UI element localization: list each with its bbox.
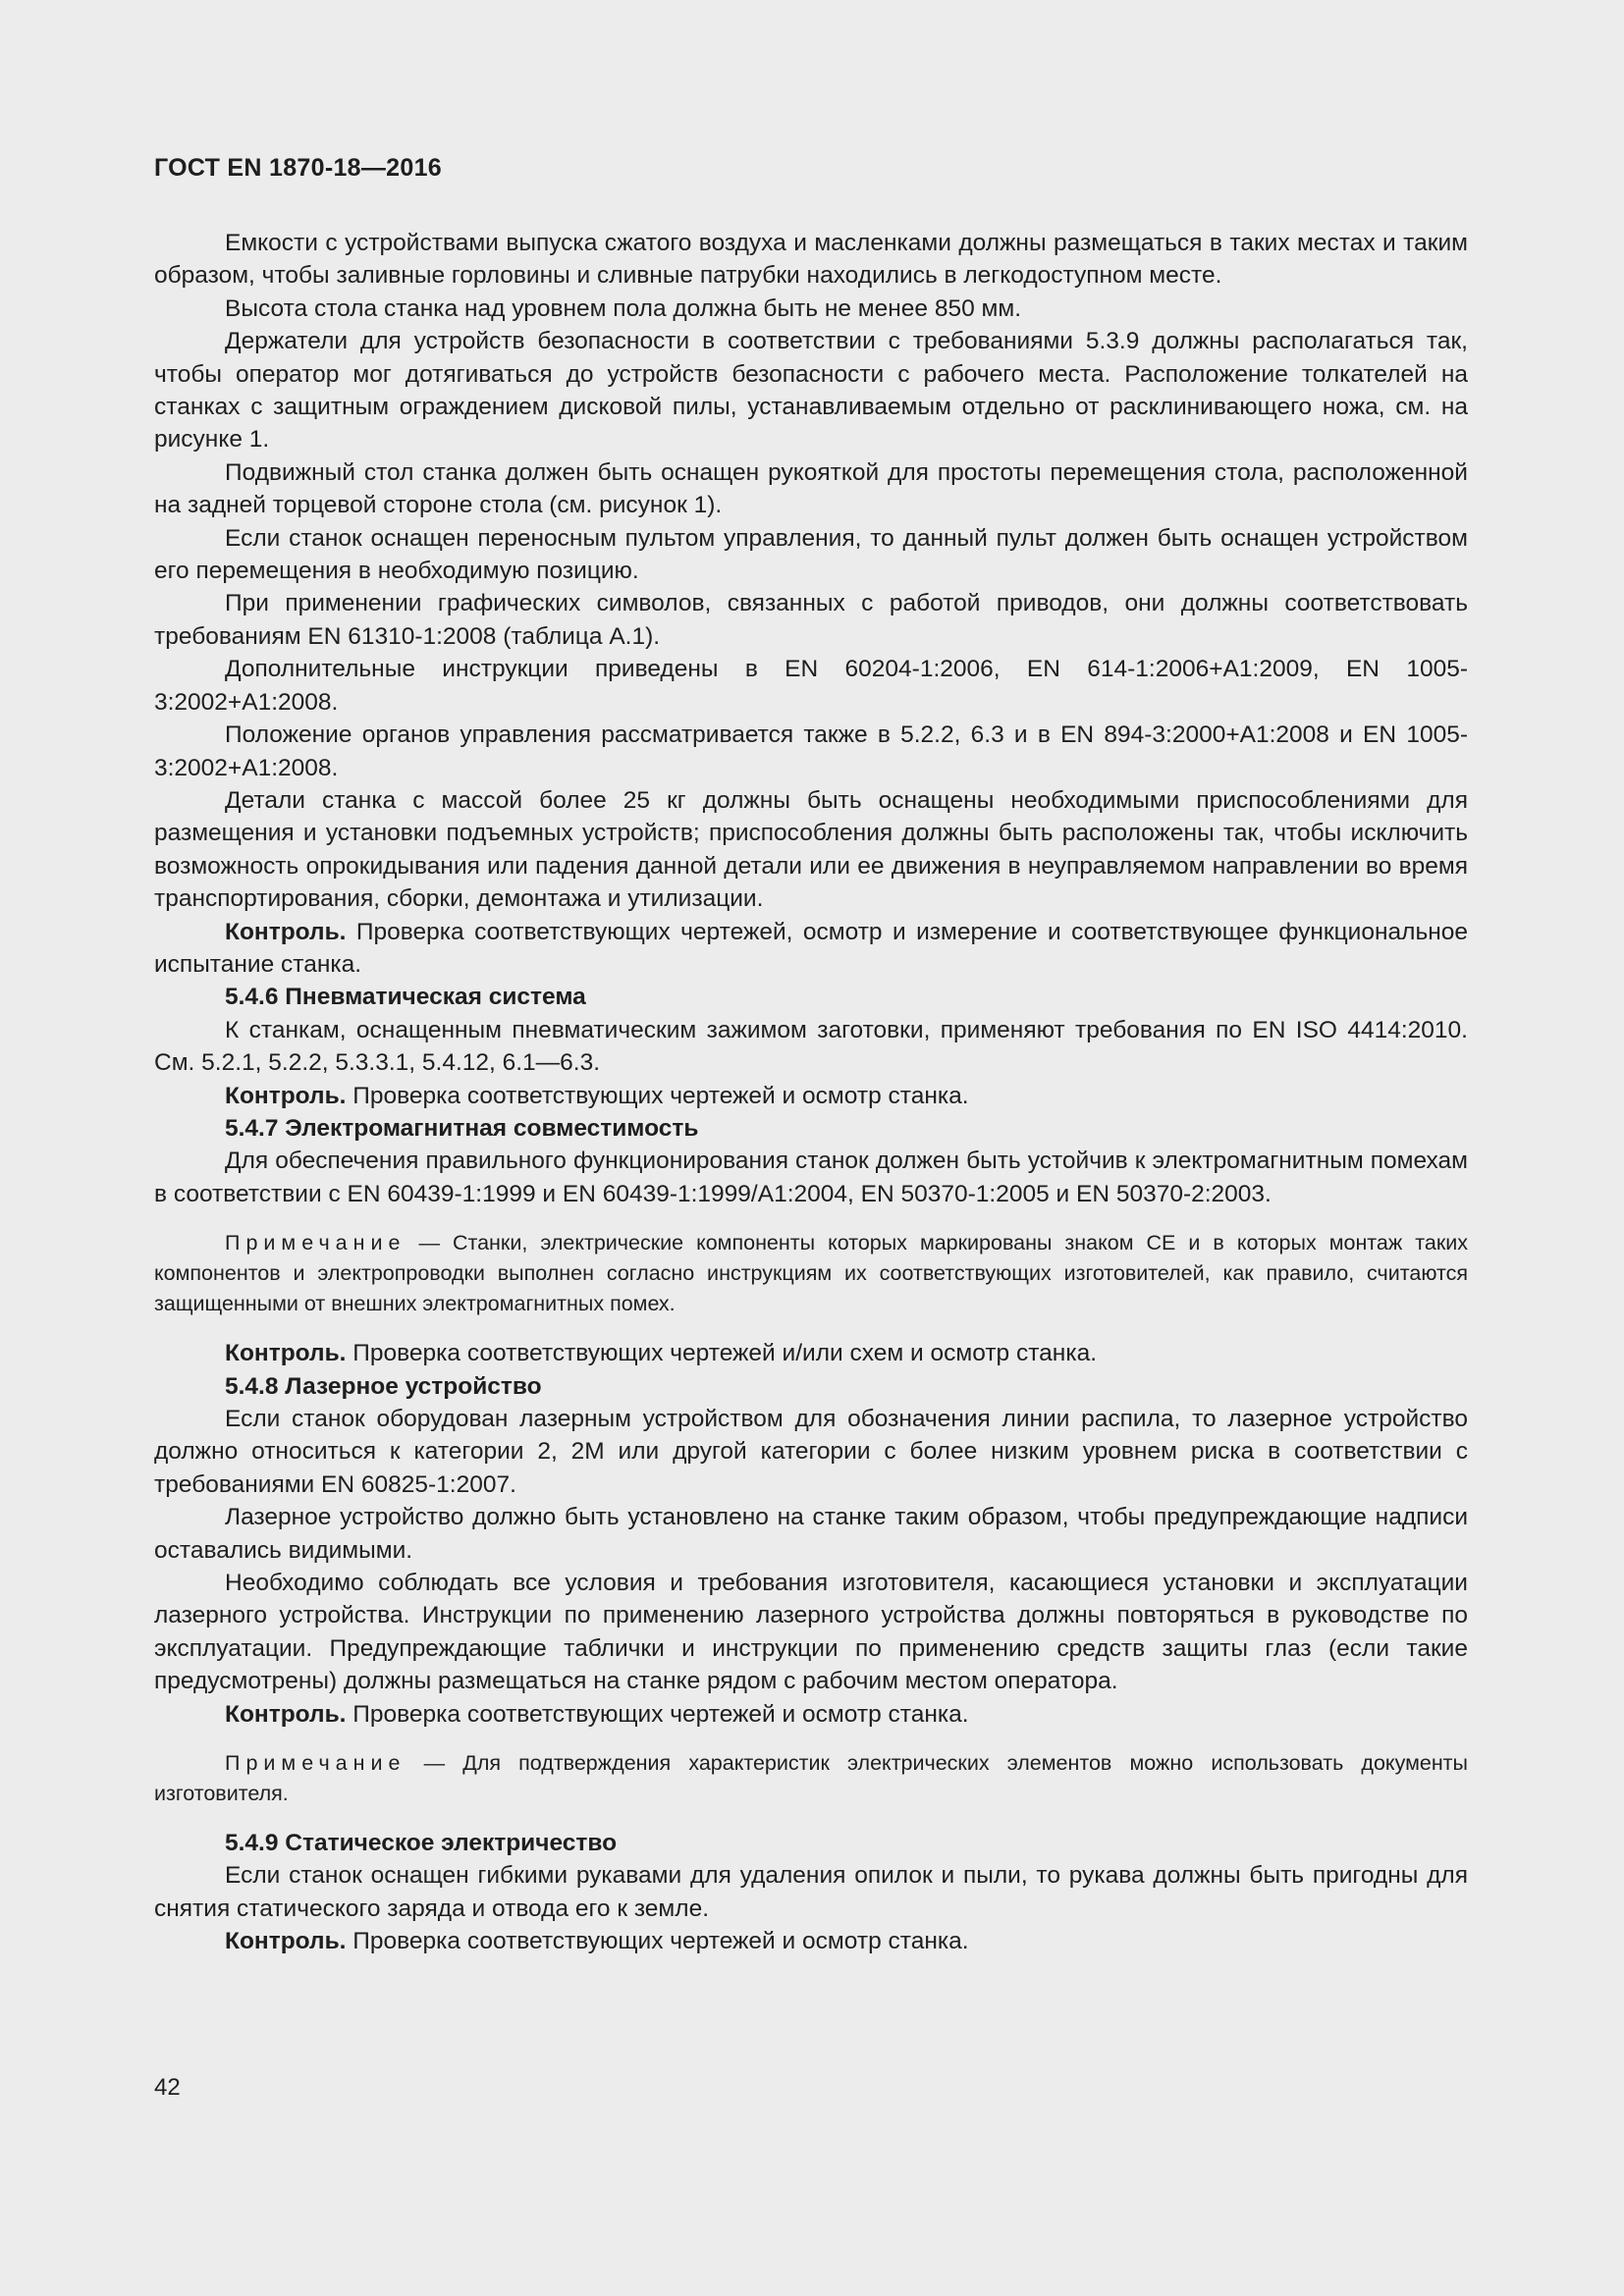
control-label: Контроль.: [225, 1340, 347, 1367]
paragraph-heavy-parts: Детали станка с массой более 25 кг должны быть оснащены необходимыми приспособлениями для размещения и установки подъемных устройств; приспособления должны быть расположены так, чтобы исключить возможность опрокидывания или падения данной детали или ее движения в неуправляемом направлении во время транспортирования, сборки, демонтажа и утилизации.: [154, 786, 1468, 913]
page-number: 42: [154, 2074, 181, 2101]
section-heading-5-4-9: 5.4.9 Статическое электричество: [225, 1830, 618, 1857]
control-text: Проверка соответствующих чертежей и осмотр станка.: [346, 1700, 969, 1728]
paragraph-table-height: Высота стола станка над уровнем пола должна быть не менее 850 мм.: [225, 294, 1022, 322]
section-heading-5-4-8: 5.4.8 Лазерное устройство: [225, 1372, 542, 1400]
note-label: Примечание: [225, 1751, 406, 1776]
standard-designation: ГОСТ EN 1870-18—2016: [154, 154, 442, 182]
control-paragraph-3: [154, 1337, 1468, 1369]
control-text: Проверка соответствующих чертежей, осмотр и измерение и соответствующее функциональное испытание станка.: [154, 918, 1468, 978]
page-body: [154, 227, 1468, 1958]
control-label: Контроль.: [225, 1928, 347, 1955]
control-label: Контроль.: [225, 1700, 347, 1728]
control-paragraph-4: [154, 1698, 1468, 1731]
paragraph-static: Если станок оснащен гибкими рукавами для удаления опилок и пыли, то рукава должны быть пригодны для снятия статического заряда и отвода его к земле.: [154, 1862, 1468, 1922]
paragraph-laser-labels: Лазерное устройство должно быть установлено на станке таким образом, чтобы предупреждающие надписи оставались видимыми.: [154, 1504, 1468, 1564]
control-label: Контроль.: [225, 1082, 347, 1109]
paragraph-pneumatic: К станкам, оснащенным пневматическим зажимом заготовки, применяют требования по EN ISO 4414:2010. См. 5.2.1, 5.2.2, 5.3.3.1, 5.4.12, 6.1—6.3.: [154, 1016, 1468, 1077]
paragraph-emc: Для обеспечения правильного функционирования станок должен быть устойчив к электромагнитным помехам в соответствии с EN 60439-1:1999 и EN 60439-1:1999/A1:2004, EN 50370-1:2005 и EN 50370-2:2003.: [154, 1148, 1468, 1207]
note-emc: [154, 1228, 1468, 1319]
paragraph-graphic-symbols: При применении графических символов, связанных с работой приводов, они должны соответствовать требованиям EN 61310-1:2008 (таблица А.1).: [154, 590, 1468, 650]
note-electrical: [154, 1748, 1468, 1809]
control-paragraph-2: [154, 1080, 1468, 1112]
paragraph-portable-control: Если станок оснащен переносным пультом управления, то данный пульт должен быть оснащен устройством его перемещения в необходимую позицию.: [154, 524, 1468, 585]
control-text: Проверка соответствующих чертежей и осмотр станка.: [346, 1082, 969, 1109]
note-text: — Станки, электрические компоненты которых маркированы знаком СЕ и в которых монтаж таких компонентов и электропроводки выполнен согласно инструкциям их соответствующих изготовителей, как правило, считаются защищенными от внешних электромагнитных помех.: [154, 1231, 1468, 1316]
control-text: Проверка соответствующих чертежей и осмотр станка.: [346, 1928, 969, 1955]
paragraph-additional-instructions: Дополнительные инструкции приведены в EN 60204-1:2006, EN 614-1:2006+A1:2009, EN 1005-3:2002+A1:2008.: [154, 656, 1468, 716]
section-heading-5-4-6: 5.4.6 Пневматическая система: [225, 984, 586, 1011]
paragraph-laser-category: Если станок оборудован лазерным устройством для обозначения линии распила, то лазерное устройство должно относиться к категории 2, 2М или другой категории с более низким уровнем риска в соответствии с требованиями EN 60825-1:2007.: [154, 1406, 1468, 1498]
control-label: Контроль.: [225, 918, 347, 945]
paragraph-laser-conditions: Необходимо соблюдать все условия и требования изготовителя, касающиеся установки и эксплуатации лазерного устройства. Инструкции по применению лазерного устройства должны повторяться в руководстве по эксплуатации. Предупреждающие таблички и инструкции по применению средств защиты глаз (если такие предусмотрены) должны размещаться на станке рядом с рабочим местом оператора.: [154, 1570, 1468, 1695]
section-heading-5-4-7: 5.4.7 Электромагнитная совместимость: [225, 1114, 699, 1142]
note-text: — Для подтверждения характеристик электрических элементов можно использовать документы изготовителя.: [154, 1751, 1468, 1806]
paragraph-safety-holders: Держатели для устройств безопасности в соответствии с требованиями 5.3.9 должны располагаться так, чтобы оператор мог дотягиваться до устройств безопасности с рабочего места. Расположение толкателей на станках с защитным ограждением дисковой пилы, устанавливаемым отдельно от расклинивающего ножа, см. на рисунке 1.: [154, 328, 1468, 454]
paragraph-tank-placement: Емкости с устройствами выпуска сжатого воздуха и масленками должны размещаться в таких местах и таким образом, чтобы заливные горловины и сливные патрубки находились в легкодоступном месте.: [154, 230, 1468, 290]
paragraph-controls-position: Положение органов управления рассматривается также в 5.2.2, 6.3 и в EN 894-3:2000+A1:2008 и EN 1005-3:2002+A1:2008.: [154, 721, 1468, 781]
control-paragraph-1: [154, 916, 1468, 982]
paragraph-table-handle: Подвижный стол станка должен быть оснащен рукояткой для простоты перемещения стола, расположенной на задней торцевой стороне стола (см. рисунок 1).: [154, 458, 1468, 519]
control-paragraph-5: [154, 1925, 1468, 1957]
control-text: Проверка соответствующих чертежей и/или схем и осмотр станка.: [346, 1340, 1098, 1367]
note-label: Примечание: [225, 1231, 406, 1255]
